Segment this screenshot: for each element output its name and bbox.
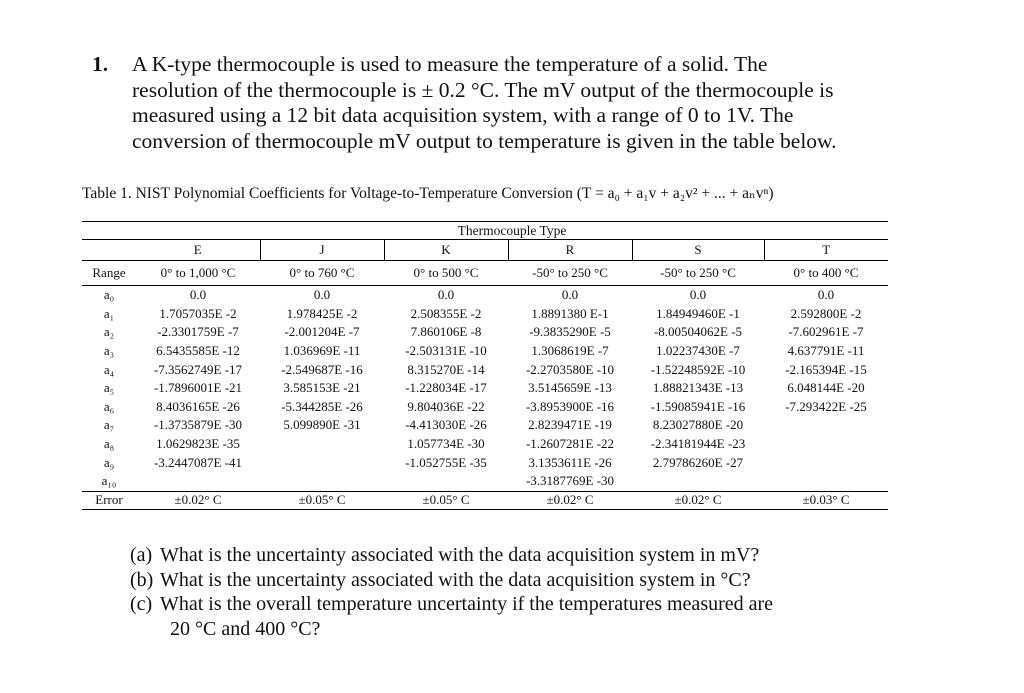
coefficient-row — [82, 398, 888, 417]
coefficient-row — [82, 360, 888, 379]
coefficient-row — [82, 342, 888, 361]
coefficient-cell: -3.8953900E -16 — [525, 398, 615, 414]
coefficient-cell: 1.02237430E -7 — [656, 343, 740, 359]
coefficient-row — [82, 453, 888, 472]
error-cell: ±0.03° C — [764, 491, 888, 509]
coefficient-cell: 1.84949460E -1 — [656, 305, 740, 321]
type-name-k: K — [384, 240, 508, 261]
coefficient-label: a₀ — [103, 287, 115, 303]
error-cell: ±0.05° C — [384, 491, 508, 509]
coefficient-cell: 0.0 — [437, 287, 455, 303]
type-header-row — [82, 222, 888, 240]
coefficient-cell: 0.0 — [689, 287, 707, 303]
coefficient-cell: -1.52248592E -10 — [650, 361, 746, 377]
type-name-j: J — [260, 240, 384, 261]
coefficient-cell: 1.0629823E -35 — [156, 436, 240, 452]
coefficient-cell: -2.34181944E -23 — [650, 436, 746, 452]
coefficient-cell: -1.59085941E -16 — [650, 398, 746, 414]
coefficient-cell: -2.001204E -7 — [284, 324, 360, 340]
type-header: Thermocouple Type — [136, 222, 888, 240]
question-text: What is the overall temperature uncertainty if the temperatures measured are — [160, 593, 774, 615]
coefficient-label: a₁₀ — [82, 472, 136, 491]
coefficient-cell: 2.79786260E -27 — [652, 454, 744, 470]
coefficient-cell: -7.602961E -7 — [788, 324, 864, 340]
coefficient-cell: -7.3562749E -17 — [153, 361, 243, 377]
coefficient-cell: 0.0 — [189, 287, 207, 303]
coefficient-label: a₃ — [103, 343, 115, 359]
coefficient-cell: 6.5435585E -12 — [156, 343, 240, 359]
coefficient-cell: 0.0 — [313, 287, 331, 303]
coefficient-cell: 8.4036165E -26 — [156, 398, 240, 414]
coefficient-cell: 1.7057035E -2 — [159, 305, 237, 321]
coefficient-label: a₄ — [103, 361, 115, 377]
coefficient-label: a₇ — [103, 417, 115, 433]
error-cell: ±0.02° C — [508, 491, 632, 509]
question-text: 20 °C and 400 °C? — [170, 617, 321, 640]
coefficient-row — [82, 379, 888, 398]
coefficient-cell: 4.637791E -11 — [787, 343, 865, 359]
type-name-row — [82, 240, 888, 261]
coefficient-label: a₉ — [103, 454, 115, 470]
coefficient-cell: -2.2703580E -10 — [525, 361, 615, 377]
range-cell: 0° to 500 °C — [384, 261, 508, 286]
coefficient-cell: 2.508355E -2 — [410, 305, 482, 321]
coefficient-cell — [136, 472, 260, 491]
coefficient-cell: -1.7896001E -21 — [153, 380, 243, 396]
coefficient-cell: 5.099890E -31 — [283, 417, 361, 433]
coefficient-cell: 2.592800E -2 — [790, 305, 862, 321]
table-caption: Table 1. NIST Polynomial Coefficients for Voltage-to-Temperature Conversion (T = a₀ + a₁v + a₂v² + ... + aₙvⁿ) — [82, 185, 774, 202]
coefficient-label: a₅ — [103, 380, 115, 396]
coefficient-cell: 1.88821343E -13 — [652, 380, 744, 396]
question-label: (b) — [130, 568, 154, 591]
question-list — [130, 543, 773, 641]
type-name-r: R — [508, 240, 632, 261]
coefficient-cell: 6.048144E -20 — [787, 380, 865, 396]
coefficient-cell: 3.585153E -21 — [283, 380, 361, 396]
coefficient-cell: 3.5145659E -13 — [528, 380, 612, 396]
coefficient-cell — [384, 472, 508, 491]
coefficient-cell — [764, 416, 888, 435]
coefficient-cell: -4.413030E -26 — [405, 417, 487, 433]
coefficient-row — [82, 323, 888, 342]
coefficient-cell — [632, 472, 764, 491]
error-cell: ±0.05° C — [260, 491, 384, 509]
coefficient-cell: 9.804036E -22 — [407, 398, 485, 414]
problem-line: resolution of the thermocouple is ± 0.2 °C. The mV output of the thermocouple is — [132, 77, 834, 102]
problem-statement — [92, 52, 972, 154]
coefficient-cell: -1.228034E -17 — [405, 380, 487, 396]
coefficient-cell: -2.165394E -15 — [785, 361, 867, 377]
coefficient-cell: -7.293422E -25 — [785, 398, 867, 414]
range-cell: -50° to 250 °C — [632, 261, 764, 286]
question-item — [130, 568, 773, 593]
range-cell: 0° to 1,000 °C — [136, 261, 260, 286]
coefficient-cell — [764, 472, 888, 491]
type-name-t: T — [764, 240, 888, 261]
type-name-e: E — [136, 240, 260, 261]
coefficient-cell: -2.3301759E -7 — [157, 324, 239, 340]
problem-line: A K-type thermocouple is used to measure the temperature of a solid. The — [132, 52, 768, 76]
coefficient-cell — [260, 435, 384, 454]
coefficient-label: a₆ — [103, 398, 115, 414]
question-item — [130, 592, 773, 641]
range-cell: 0° to 400 °C — [764, 261, 888, 286]
range-cell: 0° to 760 °C — [260, 261, 384, 286]
coefficient-cell: 0.0 — [817, 287, 835, 303]
coefficient-label: a₁ — [103, 305, 115, 321]
coefficient-label: a₂ — [103, 324, 115, 340]
problem-text — [132, 52, 972, 154]
coefficient-cell: 8.315270E -14 — [407, 361, 485, 377]
error-cell: ±0.02° C — [632, 491, 764, 509]
question-label: (a) — [130, 544, 153, 566]
coefficient-cell: 1.057734E -30 — [407, 436, 485, 452]
coefficient-cell: 0.0 — [561, 287, 579, 303]
coefficient-cell: -8.00504062E -5 — [653, 324, 743, 340]
coefficient-cell: -3.3187769E -30 — [508, 472, 632, 491]
coefficient-cell: 7.860106E -8 — [410, 324, 482, 340]
problem-line: measured using a 12 bit data acquisition system, with a range of 0 to 1V. The — [132, 103, 794, 127]
question-item — [130, 543, 773, 568]
coefficient-cell — [260, 453, 384, 472]
problem-number: 1. — [92, 52, 109, 76]
coefficient-cell: 3.1353611E -26 — [528, 454, 612, 470]
question-text: What is the uncertainty associated with the data acquisition system in mV? — [160, 544, 760, 566]
coefficient-cell: -2.549687E -16 — [281, 361, 363, 377]
nist-coefficient-table — [82, 221, 888, 510]
coefficient-cell: -3.2447087E -41 — [153, 454, 243, 470]
coefficient-cell: -1.052755E -35 — [405, 454, 487, 470]
coefficient-cell: -5.344285E -26 — [281, 398, 363, 414]
coefficient-cell: -1.2607281E -22 — [525, 436, 615, 452]
coefficient-cell: 1.036969E -11 — [283, 343, 361, 359]
coefficient-cell — [764, 453, 888, 472]
range-row — [82, 261, 888, 286]
coefficient-cell — [260, 472, 384, 491]
question-label: (c) — [130, 593, 153, 615]
problem-line: conversion of thermocouple mV output to temperature is given in the table below. — [132, 128, 837, 153]
coefficient-cell — [764, 435, 888, 454]
coefficient-row — [82, 472, 888, 491]
coefficient-cell: -1.3735879E -30 — [153, 417, 243, 433]
coefficient-label: a₈ — [103, 436, 115, 452]
coefficient-cell: 1.978425E -2 — [286, 305, 358, 321]
error-label: Error — [82, 491, 136, 509]
range-label: Range — [82, 261, 136, 286]
coefficient-cell: -9.3835290E -5 — [529, 324, 611, 340]
question-text: What is the uncertainty associated with the data acquisition system in °C? — [160, 568, 751, 591]
type-name-s: S — [632, 240, 764, 261]
error-cell: ±0.02° C — [136, 491, 260, 509]
coefficient-row — [82, 305, 888, 324]
coefficient-cell: 2.8239471E -19 — [528, 417, 612, 433]
coefficient-cell: 8.23027880E -20 — [652, 417, 744, 433]
error-row — [82, 491, 888, 509]
coefficient-cell: -2.503131E -10 — [405, 343, 487, 359]
coefficient-cell: 1.8891380 E-1 — [531, 305, 609, 321]
coefficient-row — [82, 416, 888, 435]
range-cell: -50° to 250 °C — [508, 261, 632, 286]
coefficient-row — [82, 435, 888, 454]
coefficient-cell: 1.3068619E -7 — [531, 343, 609, 359]
coefficient-row — [82, 286, 888, 305]
